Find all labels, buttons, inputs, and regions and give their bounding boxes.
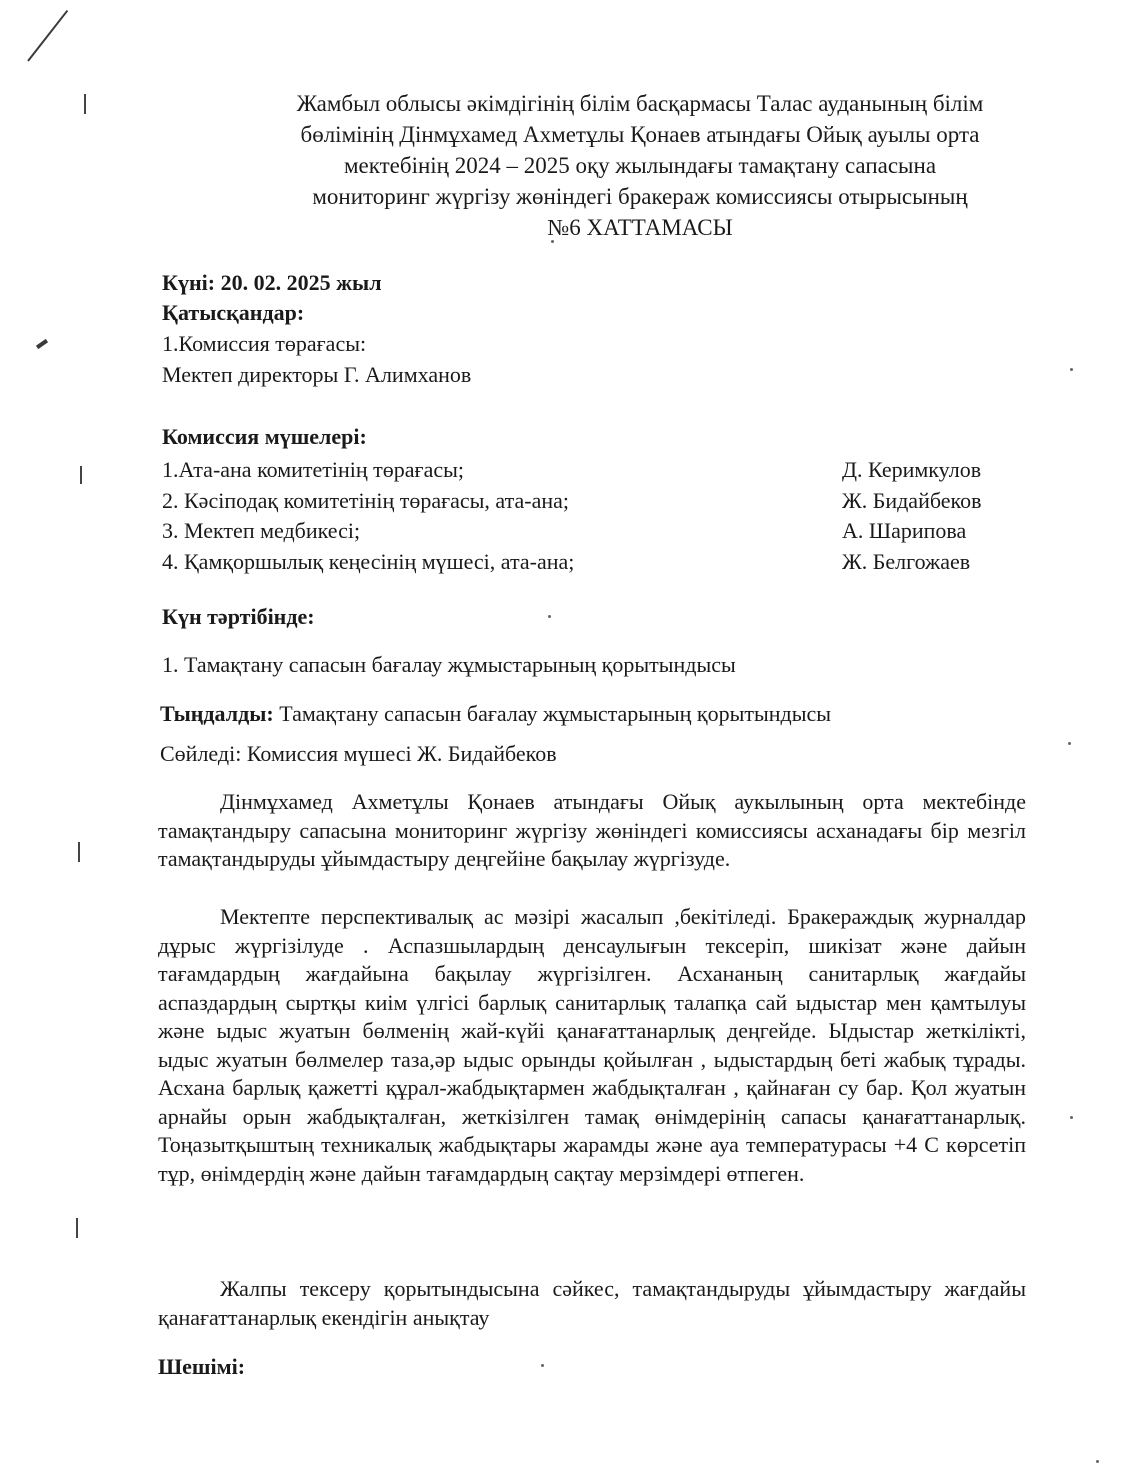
margin-tick xyxy=(76,1218,78,1238)
member-role: 3. Мектеп медбикесі; xyxy=(162,518,361,543)
member-name: Ж. Бидайбеков xyxy=(842,487,982,513)
member-name: Д. Керимкулов xyxy=(842,457,982,482)
chair-name: Мектеп директоры Г. Алимханов xyxy=(162,362,472,387)
scan-dot xyxy=(541,1364,544,1367)
date-line: Күні: 20. 02. 2025 жыл xyxy=(162,270,382,295)
header-line: бөлімінің Дінмұхамед Ахметұлы Қонаев атындағы Ойық ауылы орта xyxy=(300,122,980,147)
chair-role: 1.Комиссия төрағасы: xyxy=(162,331,367,356)
margin-tick xyxy=(78,842,80,862)
document-header xyxy=(200,88,1080,243)
body-paragraph: Жалпы тексеру қорытындысына сәйкес, тамақтандыруды ұйымдастыру жағдайы қанағаттанарлық екендігін анықтау xyxy=(158,1276,1026,1330)
heard-text: Тамақтану сапасын бағалау жұмыстарының қорытындысы xyxy=(279,701,832,726)
decision-label: Шешімі: xyxy=(158,1354,246,1379)
member-row xyxy=(162,486,1022,517)
header-line: Жамбыл облысы әкімдігінің білім басқармасы Талас ауданының білім xyxy=(296,91,984,116)
body-paragraph: Дінмұхамед Ахметұлы Қонаев атындағы Ойық аукылының орта мектебінде тамақтандыру сапасына мониторинг жүргізу жөніндегі комиссиясы асханадағы бір мезгіл тамақтандыруды ұйымдастыру деңгейіне бақылау жүргізуде. xyxy=(158,789,1026,871)
member-role: 4. Қамқоршылық кеңесінің мүшесі, ата-ана; xyxy=(162,548,575,574)
margin-tick xyxy=(80,466,82,484)
ink-blot-mark xyxy=(36,339,48,349)
document-title: №6 ХАТТАМАСЫ xyxy=(547,215,733,240)
body-paragraph: Мектепте перспективалық ас мәзірі жасалып ,бекітіледі. Бракераждық журналдар дұрыс жүргізілуде . Аспазшылардың денсаулығын тексеріп, шикізат және дайын тағамдардың жағдайына бақылау жүргізілген. Асхананың санитарлық жағдайы аспаздардың сыртқы киім үлгісі барлық санитарлық талапқа сай ыдыстар мен қамтылуы және ыдыс жуатын бөлменің жай-күйі қанағаттанарлық деңгейде. Ыдыстар жеткілікті, ыдыс жуатын бөлмелер таза,әр ыдыс орынды қойылған , ыдыстардың беті жабық тұрады. Асхана барлық қажетті құрал-жабдықтармен жабдықталған , қайнаған су бар. Қол жуатын арнайы орын жабдықталған, жеткізілген тамақ өнімдерінің сапасы қанағаттанарлық. Тоңазытқыштың техникалық жабдықтары жарамды және ауа температурасы +4 С көрсетіп тұр, өнімдердің және дайын тағамдардың сақтау мерзімдері өтпеген. xyxy=(158,904,1026,1186)
heard-label: Тыңдалды: xyxy=(160,701,274,726)
heard-line xyxy=(160,701,831,727)
member-row xyxy=(162,547,1022,578)
member-role: 1.Ата-ана комитетінің төрағасы; xyxy=(162,457,465,482)
member-name: А. Шарипова xyxy=(842,518,967,543)
scan-dot xyxy=(1070,368,1073,371)
member-name: Ж. Белгожаев xyxy=(842,548,971,574)
members-label: Комиссия мүшелері: xyxy=(162,424,367,449)
member-row xyxy=(162,455,1022,486)
members-list xyxy=(162,455,1022,577)
agenda-label: Күн тәртібінде: xyxy=(162,604,315,629)
header-line: мектебінің 2024 – 2025 оқу жылындағы тамақтану сапасына xyxy=(343,153,937,178)
margin-tick xyxy=(84,94,86,114)
member-row xyxy=(162,516,1022,547)
header-line: мониторинг жүргізу жөніндегі бракераж комиссиясы отырысының xyxy=(312,184,968,209)
agenda-item: 1. Тамақтану сапасын бағалау жұмыстарының қорытындысы xyxy=(162,652,736,677)
scan-dot xyxy=(1070,1116,1073,1119)
scan-dot xyxy=(1096,1460,1099,1463)
pen-stroke-mark xyxy=(27,10,68,62)
member-role: 2. Кәсіподақ комитетінің төрағасы, ата-ана; xyxy=(162,487,570,513)
scan-dot xyxy=(548,615,551,618)
speaker-line: Сөйледі: Комиссия мүшесі Ж. Бидайбеков xyxy=(160,741,557,766)
scan-dot xyxy=(1068,742,1071,745)
participants-label: Қатысқандар: xyxy=(162,300,305,325)
